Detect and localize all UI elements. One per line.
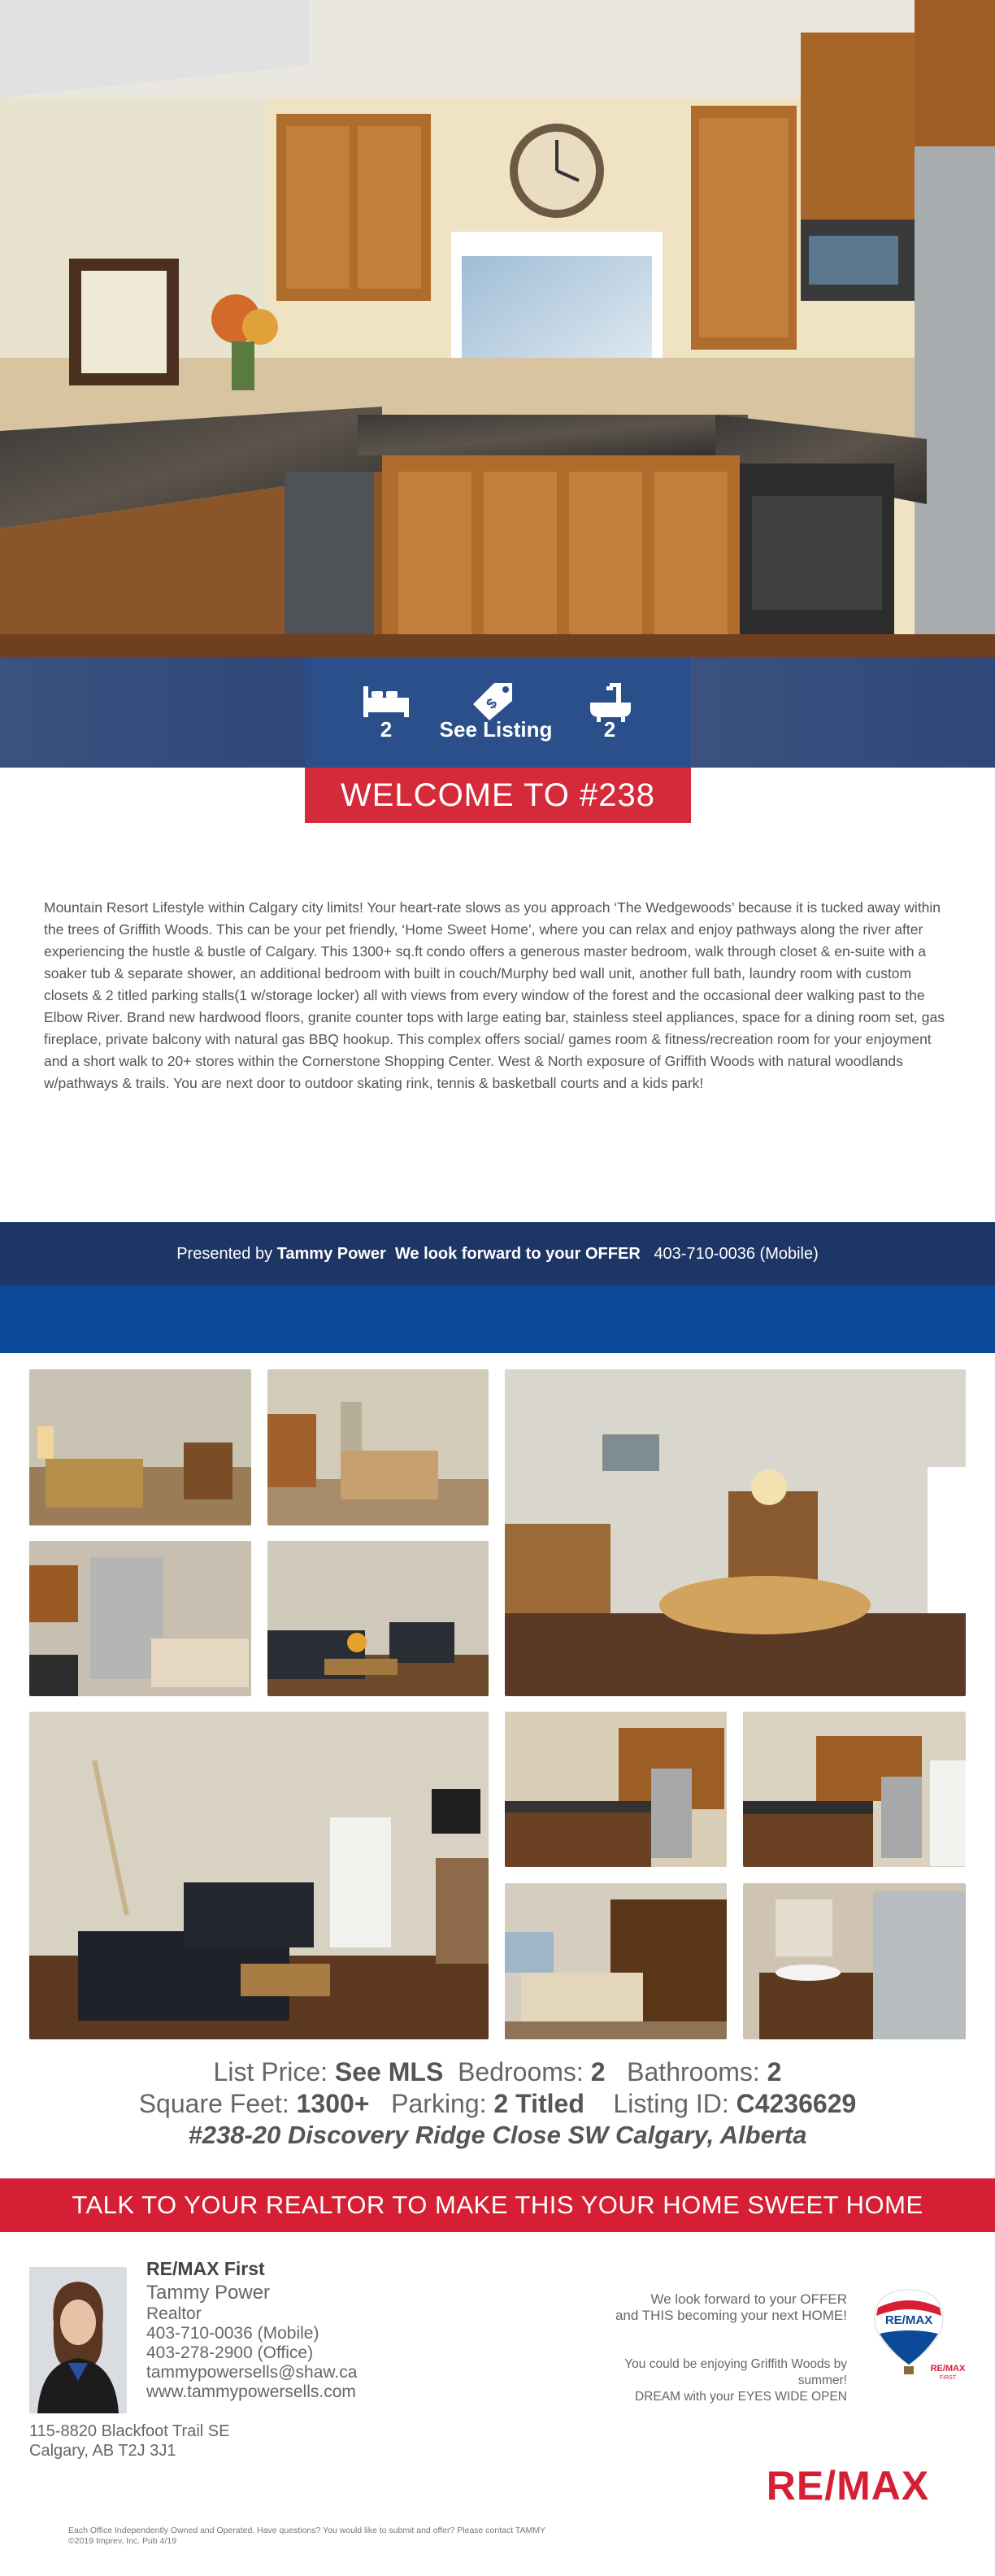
listing-line-2: [0, 2089, 995, 2119]
agent-office-phone[interactable]: 403-278-2900 (Office): [146, 2343, 314, 2362]
agent-website[interactable]: www.tammypowersells.com: [146, 2382, 356, 2401]
dream-message-line2: summer!: [797, 2374, 847, 2387]
remax-balloon-logo: [870, 2283, 967, 2389]
bedrooms-label: Bedrooms:: [458, 2057, 584, 2086]
bedrooms-stat: [337, 672, 435, 742]
agent-email[interactable]: tammypowersells@shaw.ca: [146, 2363, 358, 2382]
parking-label: Parking:: [391, 2089, 487, 2118]
photo-kitchen-bar: [743, 1712, 966, 1867]
presented-prefix: Presented by: [176, 1245, 273, 1263]
photo-kitchen-wide: [505, 1712, 727, 1867]
footer-line2: ©2019 Imprev, Inc. Pub 4/19: [68, 2536, 177, 2546]
bedrooms-detail: 2: [590, 2057, 606, 2086]
agent-mobile[interactable]: 403-710-0036 (Mobile): [146, 2324, 319, 2343]
presented-phone: 403-710-0036 (Mobile): [654, 1245, 819, 1263]
agent-photo: [29, 2267, 127, 2413]
photo-bedroom-two: [267, 1369, 489, 1525]
sqft-value: 1300+: [296, 2089, 370, 2118]
bathrooms-value: 2: [603, 717, 616, 742]
svg-text:RE/MAX: RE/MAX: [930, 2364, 966, 2374]
bed-icon: [360, 680, 412, 720]
photo-living-room-small: [267, 1541, 489, 1696]
property-address: #238-20 Discovery Ridge Close SW Calgary, Alberta: [188, 2121, 807, 2149]
strip-photo-left: [0, 657, 305, 768]
dream-message: [561, 2356, 847, 2405]
svg-text:FIRST: FIRST: [939, 2375, 957, 2381]
talk-to-realtor-banner: TALK TO YOUR REALTOR TO MAKE THIS YOUR HOME SWEET HOME: [0, 2178, 995, 2232]
offer-message-line1: We look forward to your OFFER: [650, 2291, 847, 2307]
presented-by-bar: [0, 1222, 995, 1286]
photo-dining-room: [505, 1369, 966, 1696]
photo-main-bathroom: [743, 1883, 966, 2039]
footer-disclaimer: [68, 2526, 800, 2547]
svg-text:$: $: [483, 694, 501, 712]
offer-message: [561, 2291, 847, 2324]
photo-murphy-bed-room: [505, 1883, 727, 2039]
bathrooms-stat: [561, 672, 658, 742]
dream-message-line3: DREAM with your EYES WIDE OPEN: [635, 2390, 847, 2404]
agent-name: Tammy Power: [146, 2282, 271, 2304]
bathtub-icon: [584, 680, 636, 724]
hero-photo: [0, 0, 995, 657]
see-listing-stat[interactable]: [435, 672, 557, 742]
office-address-line2: Calgary, AB T2J 3J1: [29, 2442, 176, 2460]
offer-message-line2: and THIS becoming your next HOME!: [615, 2308, 847, 2323]
bathrooms-detail: 2: [767, 2057, 782, 2086]
welcome-banner: WELCOME TO #238: [305, 768, 691, 823]
price-label: List Price:: [213, 2057, 328, 2086]
see-listing-link[interactable]: See Listing: [439, 717, 553, 742]
agent-firm: RE/MAX First: [146, 2258, 265, 2279]
price-tag-icon: [470, 680, 522, 724]
bathrooms-label: Bathrooms:: [627, 2057, 760, 2086]
blue-divider: [0, 1286, 995, 1353]
balloon-text: RE/MAX: [884, 2313, 933, 2327]
photo-master-bedroom: [29, 1369, 251, 1525]
bedrooms-value: 2: [380, 717, 393, 742]
agent-title: Realtor: [146, 2304, 202, 2323]
office-address: [29, 2422, 229, 2461]
office-address-line1: 115-8820 Blackfoot Trail SE: [29, 2422, 230, 2440]
presented-tagline: We look forward to your OFFER: [394, 1245, 641, 1263]
sqft-label: Square Feet:: [138, 2089, 289, 2118]
listing-line-1: [0, 2057, 995, 2087]
presented-agent: Tammy Power: [276, 1245, 386, 1263]
listing-description: Mountain Resort Lifestyle within Calgary city limits! Your heart-rate slows as you approach ‘The Wedgewoods’ because it is tucked away within the trees of Griffith Woods. This can be your pet friendly, ‘Home Sweet Home’, where you can relax and enjoy pathways along the river after experiencing the hustle & bustle of Calgary. This 1300+ sq.ft condo offers a generous master bedroom, walk through closet & en-suite with a soaker tub & separate shower, an additional bedroom with built in couch/Murphy bed wall unit, another full bath, laundry room with custom closets & 2 titled parking stalls(1 w/storage locker) all with views from every window of the forest and the occasional deer walking past to the Elbow River. Brand new hardwood floors, granite counter tops with large eating bar, stainless steel appliances, space for a dining room set, gas fireplace, private balcony with natural gas BBQ hookup. This complex offers social/ games room & fitness/recreation room for your enjoyment and a short walk to 20+ stores within the Cornerstone Shopping Center. West & North exposure of Griffith Woods with natural woodlands w/pathways & trails. You are next door to outdoor skating rink, tennis & basketball courts and a kids park!: [44, 899, 945, 1091]
listing-id-value: C4236629: [736, 2089, 857, 2118]
footer-line1: Each Office Independently Owned and Operated. Have questions? You would like to submit and offer? Please contact TAMMY: [68, 2526, 546, 2535]
price-value: See MLS: [334, 2057, 444, 2086]
remax-wordmark-text: RE/MAX: [766, 2464, 930, 2506]
strip-photo-right: [691, 657, 995, 768]
remax-wordmark-logo: [751, 2464, 945, 2506]
parking-value: 2 Titled: [493, 2089, 584, 2118]
photo-ensuite-bath: [29, 1541, 251, 1696]
stats-box: [305, 657, 691, 768]
agent-info: [146, 2259, 357, 2402]
listing-id-label: Listing ID:: [613, 2089, 729, 2118]
dream-message-line1: You could be enjoying Griffith Woods by: [624, 2357, 847, 2371]
photo-living-room-large: [29, 1712, 489, 2039]
